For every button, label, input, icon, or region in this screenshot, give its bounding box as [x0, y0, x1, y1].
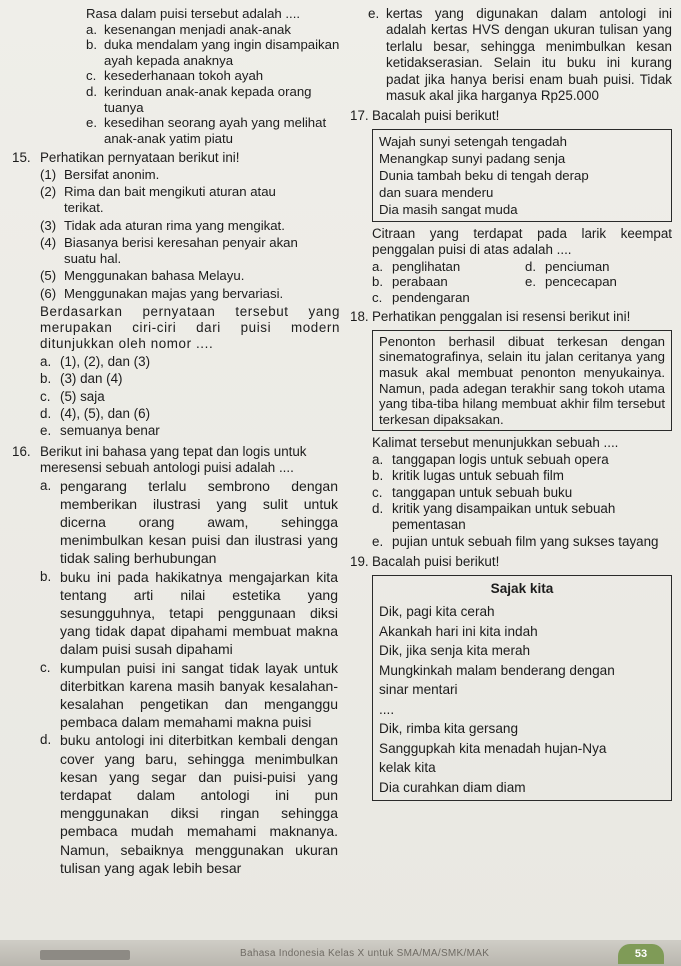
statement-text: [64, 286, 352, 302]
option-text-line: duka mendalam yang ingin disampaikan: [104, 37, 340, 53]
footer-text: Bahasa Indonesia Kelas X untuk SMA/MA/SMK/MAK: [240, 948, 490, 959]
statement-number: (4): [40, 235, 57, 251]
q16-number: 16.: [12, 443, 31, 459]
q14-option: [86, 115, 352, 146]
statement-text: [64, 268, 352, 284]
footer-ribbon: [40, 950, 130, 960]
q17-stem: Bacalah puisi berikut!: [372, 108, 500, 124]
poem-line: Dia masih sangat muda: [379, 201, 518, 217]
option-text: [104, 37, 352, 68]
left-column: [12, 6, 352, 877]
option-text-line: ayah kepada anaknya: [104, 52, 234, 68]
q17-number: 17.: [350, 108, 369, 124]
poem-line: Dik, pagi kita cerah: [379, 604, 495, 620]
option-text: kritik lugas untuk sebuah film: [392, 468, 564, 484]
q16-option: [40, 731, 338, 877]
option-text: pendengaran: [392, 289, 470, 305]
option-label: c.: [372, 484, 383, 500]
option-text-line: tuanya: [104, 99, 144, 115]
q17-option: [525, 259, 672, 275]
q19-poem-title: Sajak kita: [490, 580, 554, 596]
page-footer: [0, 940, 681, 966]
poem-line: ....: [379, 701, 395, 717]
option-text-line: kesenangan menjadi anak-anak: [104, 21, 291, 37]
option-label: c.: [40, 388, 51, 404]
q14-options: [12, 22, 352, 147]
option-text: [104, 84, 352, 115]
q18-question: Kalimat tersebut menunjukkan sebuah ....: [372, 435, 619, 451]
q15-heading: [12, 150, 352, 166]
option-label: a.: [86, 21, 97, 37]
option-text: semuanya benar: [60, 423, 160, 439]
option-label: b.: [372, 274, 383, 290]
q16e-option: [350, 6, 672, 104]
poem-line: Dunia tambah beku di tengah derap: [379, 167, 589, 183]
poem-line: Akankah hari ini kita indah: [379, 623, 538, 639]
q15-option: [40, 422, 352, 439]
option-label: b.: [86, 37, 97, 53]
q19-number: 19.: [350, 554, 369, 570]
poem-line: Mungkinkah malam benderang dengan: [379, 662, 615, 678]
q18-option: [372, 468, 672, 484]
option-text-line: kerinduan anak-anak kepada orang: [104, 83, 312, 99]
q19-poem-box: [372, 575, 672, 802]
poem-line: Sanggupkah kita menadah hujan-Nya: [379, 740, 607, 756]
poem-line: sinar mentari: [379, 682, 458, 698]
option-text: pujian untuk sebuah film yang sukses tayang: [392, 533, 659, 549]
option-label: b.: [40, 568, 52, 584]
q19-heading: [350, 554, 672, 570]
q16-heading: [12, 444, 352, 477]
q17-option: [372, 259, 519, 275]
q15-question: Berdasarkan pernyataan tersebut yang merupakan ciri-ciri dari puisi modern ditunjukkan oleh nomor ....: [40, 303, 340, 352]
option-text: tanggapan logis untuk sebuah opera: [392, 451, 609, 467]
q15-statement: [40, 235, 352, 266]
q16e-text: kertas yang digunakan dalam antologi ini adalah kertas HVS dengan ukuran tulisan yang terlalu besar, sehingga menimbulkan kesan ketidakserasian. Selain itu buku ini kurang padat jika hanya berisi enam buah puisi. Tidak masuk akal jika harganya Rp25.000: [386, 6, 672, 104]
q14-option: [86, 37, 352, 68]
option-label: d.: [40, 405, 52, 421]
poem-line: Menangkap sunyi padang senja: [379, 150, 566, 166]
option-label: c.: [40, 659, 51, 675]
q15-statement: [40, 218, 352, 234]
poem-line: dan suara menderu: [379, 184, 494, 200]
option-label: e.: [40, 423, 52, 439]
option-text: penciuman: [545, 258, 610, 274]
q15-option: [40, 388, 352, 405]
statement-text: [64, 235, 352, 266]
q17-poem-box: [372, 129, 672, 222]
statement-text: [64, 167, 352, 183]
option-text-line: kesedihan seorang ayah yang melihat: [104, 115, 327, 131]
q16-options: [12, 477, 352, 877]
q15-option: [40, 370, 352, 387]
statement-text-line: Biasanya berisi keresahan penyair akan: [64, 235, 298, 251]
option-label: e.: [86, 115, 97, 131]
statement-text: [64, 218, 352, 234]
q15-options: [12, 353, 352, 440]
poem-line: Dik, rimba kita gersang: [379, 721, 519, 737]
option-text: [104, 115, 352, 146]
option-label: b.: [40, 371, 52, 387]
option-text: kumpulan puisi ini sangat tidak layak untuk diterbitkan karena masih banyak kesalahan-kesalahan pengetikan dan menganggu pembaca dalam memahami makna puisi: [60, 659, 338, 731]
option-label: d.: [40, 732, 52, 748]
option-text: (5) saja: [60, 388, 105, 404]
q16-option: [40, 477, 338, 568]
q18-excerpt-box: [372, 330, 672, 432]
q18-excerpt: Penonton berhasil dibuat terkesan dengan sinematografinya, selain itu jalan ceritanya yang masuk akal membuat penonton menyukainya. Namun, pada adegan terakhir sang tokoh utama yang tiba-tiba hilang membuat akhir film tersebut terkesan dipaksakan.: [379, 333, 665, 427]
option-text: buku ini pada hakikatnya mengajarkan kita tentang arti nilai estetika yang sesungguhnya, tetapi penggunaan diksi yang tidak dapat dipahami membuat makna dalam puisi susah dipahami: [60, 568, 338, 658]
option-label: a.: [40, 477, 52, 493]
option-text-line: kesederhanaan tokoh ayah: [104, 68, 264, 84]
q17-options: [350, 259, 672, 306]
statement-text-line: Rima dan bait mengikuti aturan atau: [64, 184, 276, 200]
q15-statement: [40, 268, 352, 284]
option-text: [104, 22, 352, 38]
q18-options: [350, 452, 672, 550]
q17-option: [372, 290, 519, 306]
q15-option: [40, 405, 352, 422]
option-text: pencecapan: [545, 274, 617, 290]
option-label: a.: [372, 451, 384, 467]
right-column: [350, 6, 672, 801]
poem-line: Dik, jika senja kita merah: [379, 643, 531, 659]
option-label: e.: [525, 274, 536, 290]
q18-stem: Perhatikan penggalan isi resensi berikut ini!: [372, 309, 631, 325]
option-label: b.: [372, 468, 384, 484]
option-label: d.: [372, 501, 384, 517]
q18-option: [372, 501, 672, 534]
q18-number: 18.: [350, 309, 369, 325]
statement-text-line: Menggunakan majas yang bervariasi.: [64, 285, 284, 301]
q15-number: 15.: [12, 150, 31, 166]
q16-option: [40, 659, 338, 732]
option-text: kritik yang disampaikan untuk sebuah pementasan: [392, 501, 616, 533]
option-text: [104, 68, 352, 84]
q15-option: [40, 353, 352, 370]
q15-statement: [40, 184, 352, 215]
statement-number: (2): [40, 184, 57, 200]
q16e-label: e.: [368, 6, 380, 21]
page-number-badge: 53: [618, 944, 664, 964]
q14-option: [86, 84, 352, 115]
option-text: buku antologi ini diterbitkan kembali dengan cover yang baru, sehingga menimbulkan kesan yang segar dan puisi-puisi yang terdapat dalam antologi ini pun menggunakan diksi ringan sehingga pembaca mudah memahami maknanya. Namun, sebaiknya menggunakan ukuran tulisan yang agak lebih besar: [60, 732, 338, 876]
option-label: a.: [40, 353, 52, 369]
poem-line: Dia curahkan diam diam: [379, 779, 526, 795]
grid-spacer: [525, 290, 672, 306]
statement-text-line: suatu hal.: [64, 250, 122, 266]
statement-text-line: Tidak ada aturan rima yang mengikat.: [64, 217, 285, 233]
statement-text-line: Bersifat anonim.: [64, 166, 160, 182]
statement-number: (1): [40, 166, 57, 182]
option-label: c.: [372, 289, 383, 305]
option-text: pengarang terlalu sembrono dengan memberikan ilustrasi yang sulit untuk dicerna orang awam, sehingga menimbulkan kesan puisi dan ilustrasi yang tidak saling berhubungan: [60, 477, 338, 567]
q18-heading: [350, 309, 672, 325]
statement-text: [64, 184, 352, 215]
statement-number: (6): [40, 285, 57, 301]
option-label: d.: [86, 83, 97, 99]
option-label: e.: [372, 533, 384, 549]
q18-option: [372, 485, 672, 501]
option-text: (4), (5), dan (6): [60, 405, 151, 421]
statement-text-line: Menggunakan bahasa Melayu.: [64, 268, 245, 284]
q17-option: [525, 274, 672, 290]
q17-question: Citraan yang terdapat pada larik keempat penggalan puisi di atas adalah ....: [372, 225, 672, 258]
poem-line: kelak kita: [379, 760, 436, 776]
q15-statement: [40, 167, 352, 183]
q17-heading: [350, 108, 672, 124]
q15-statements: [12, 167, 352, 302]
q14-option: [86, 68, 352, 84]
option-text: (1), (2), dan (3): [60, 353, 151, 369]
option-text: (3) dan (4): [60, 371, 123, 387]
q18-option: [372, 452, 672, 468]
option-label: d.: [525, 258, 536, 274]
statement-text-line: terikat.: [64, 199, 104, 215]
option-label: c.: [86, 68, 97, 84]
option-label: a.: [372, 258, 383, 274]
q15-stem: Perhatikan pernyataan berikut ini!: [40, 150, 240, 166]
q18-option: [372, 534, 672, 550]
q15-statement: [40, 286, 352, 302]
q16-stem: Berikut ini bahasa yang tepat dan logis untuk meresensi sebuah antologi puisi adalah ....: [40, 443, 307, 476]
q16-option: [40, 568, 338, 659]
q14-option: [86, 22, 352, 38]
q17-option: [372, 274, 519, 290]
statement-number: (5): [40, 268, 57, 284]
option-text-line: anak-anak yatim piatu: [104, 130, 234, 146]
option-text: tanggapan untuk sebuah buku: [392, 484, 573, 500]
q14-intro: Rasa dalam puisi tersebut adalah ....: [86, 6, 301, 21]
q19-stem: Bacalah puisi berikut!: [372, 554, 500, 570]
statement-number: (3): [40, 217, 57, 233]
option-text: perabaan: [392, 274, 448, 290]
poem-line: Wajah sunyi setengah tengadah: [379, 133, 567, 149]
option-text: penglihatan: [392, 258, 461, 274]
